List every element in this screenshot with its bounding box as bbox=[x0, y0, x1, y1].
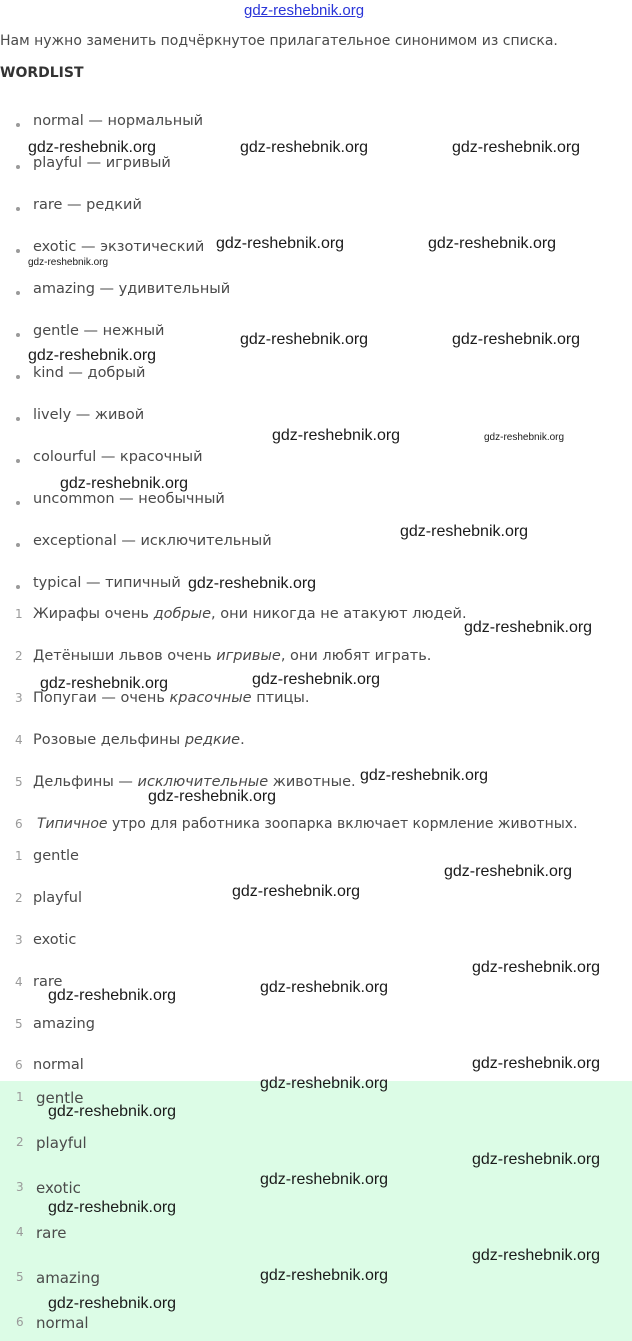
bullet-icon bbox=[16, 501, 20, 505]
watermark: gdz-reshebnik.org bbox=[240, 331, 369, 348]
watermark: gdz-reshebnik.org bbox=[28, 347, 157, 364]
watermark: gdz-reshebnik.org bbox=[232, 883, 361, 900]
watermark: gdz-reshebnik.org bbox=[48, 1103, 177, 1120]
watermark: gdz-reshebnik.org bbox=[484, 432, 565, 443]
watermark: gdz-reshebnik.org bbox=[48, 1199, 177, 1216]
watermark: gdz-reshebnik.org bbox=[428, 235, 557, 252]
watermark: gdz-reshebnik.org bbox=[452, 139, 581, 156]
watermark: gdz-reshebnik.org bbox=[240, 139, 369, 156]
watermark: gdz-reshebnik.org bbox=[40, 675, 169, 692]
task-intro: Нам нужно заменить подчёркнутое прилагательное синонимом из списка. bbox=[0, 33, 558, 49]
watermark: gdz-reshebnik.org bbox=[216, 235, 345, 252]
watermark: gdz-reshebnik.org bbox=[60, 475, 189, 492]
bullet-icon bbox=[16, 459, 20, 463]
bullet-icon bbox=[16, 207, 20, 211]
watermark: gdz-reshebnik.org bbox=[452, 331, 581, 348]
bullet-icon bbox=[16, 249, 20, 253]
bullet-icon bbox=[16, 333, 20, 337]
site-link[interactable]: gdz-reshebnik.org bbox=[244, 2, 365, 19]
watermark: gdz-reshebnik.org bbox=[472, 959, 601, 976]
watermark: gdz-reshebnik.org bbox=[260, 1267, 389, 1284]
bullet-icon bbox=[16, 291, 20, 295]
bullet-icon bbox=[16, 375, 20, 379]
watermark: gdz-reshebnik.org bbox=[260, 1171, 389, 1188]
bullet-icon bbox=[16, 417, 20, 421]
bullet-icon bbox=[16, 543, 20, 547]
watermark: gdz-reshebnik.org bbox=[252, 671, 381, 688]
bullet-icon bbox=[16, 585, 20, 589]
watermark: gdz-reshebnik.org bbox=[28, 257, 109, 268]
bullet-icon bbox=[16, 123, 20, 127]
watermark: gdz-reshebnik.org bbox=[360, 767, 489, 784]
watermark: gdz-reshebnik.org bbox=[260, 979, 389, 996]
watermark: gdz-reshebnik.org bbox=[48, 1295, 177, 1312]
watermark: gdz-reshebnik.org bbox=[472, 1151, 601, 1168]
wordlist-title: WORDLIST bbox=[0, 65, 84, 81]
watermark: gdz-reshebnik.org bbox=[148, 788, 277, 805]
watermark: gdz-reshebnik.org bbox=[28, 139, 157, 156]
watermark: gdz-reshebnik.org bbox=[48, 987, 177, 1004]
watermark: gdz-reshebnik.org bbox=[444, 863, 573, 880]
watermark: gdz-reshebnik.org bbox=[400, 523, 529, 540]
bullet-icon bbox=[16, 165, 20, 169]
watermark: gdz-reshebnik.org bbox=[260, 1075, 389, 1092]
watermark: gdz-reshebnik.org bbox=[472, 1247, 601, 1264]
watermark: gdz-reshebnik.org bbox=[472, 1055, 601, 1072]
watermark: gdz-reshebnik.org bbox=[464, 619, 593, 636]
watermark: gdz-reshebnik.org bbox=[188, 575, 317, 592]
answer-block: 1 gentle 2 playful 3 exotic 4 rare 5 amazing 6 normal bbox=[0, 1081, 632, 1341]
watermark: gdz-reshebnik.org bbox=[272, 427, 401, 444]
